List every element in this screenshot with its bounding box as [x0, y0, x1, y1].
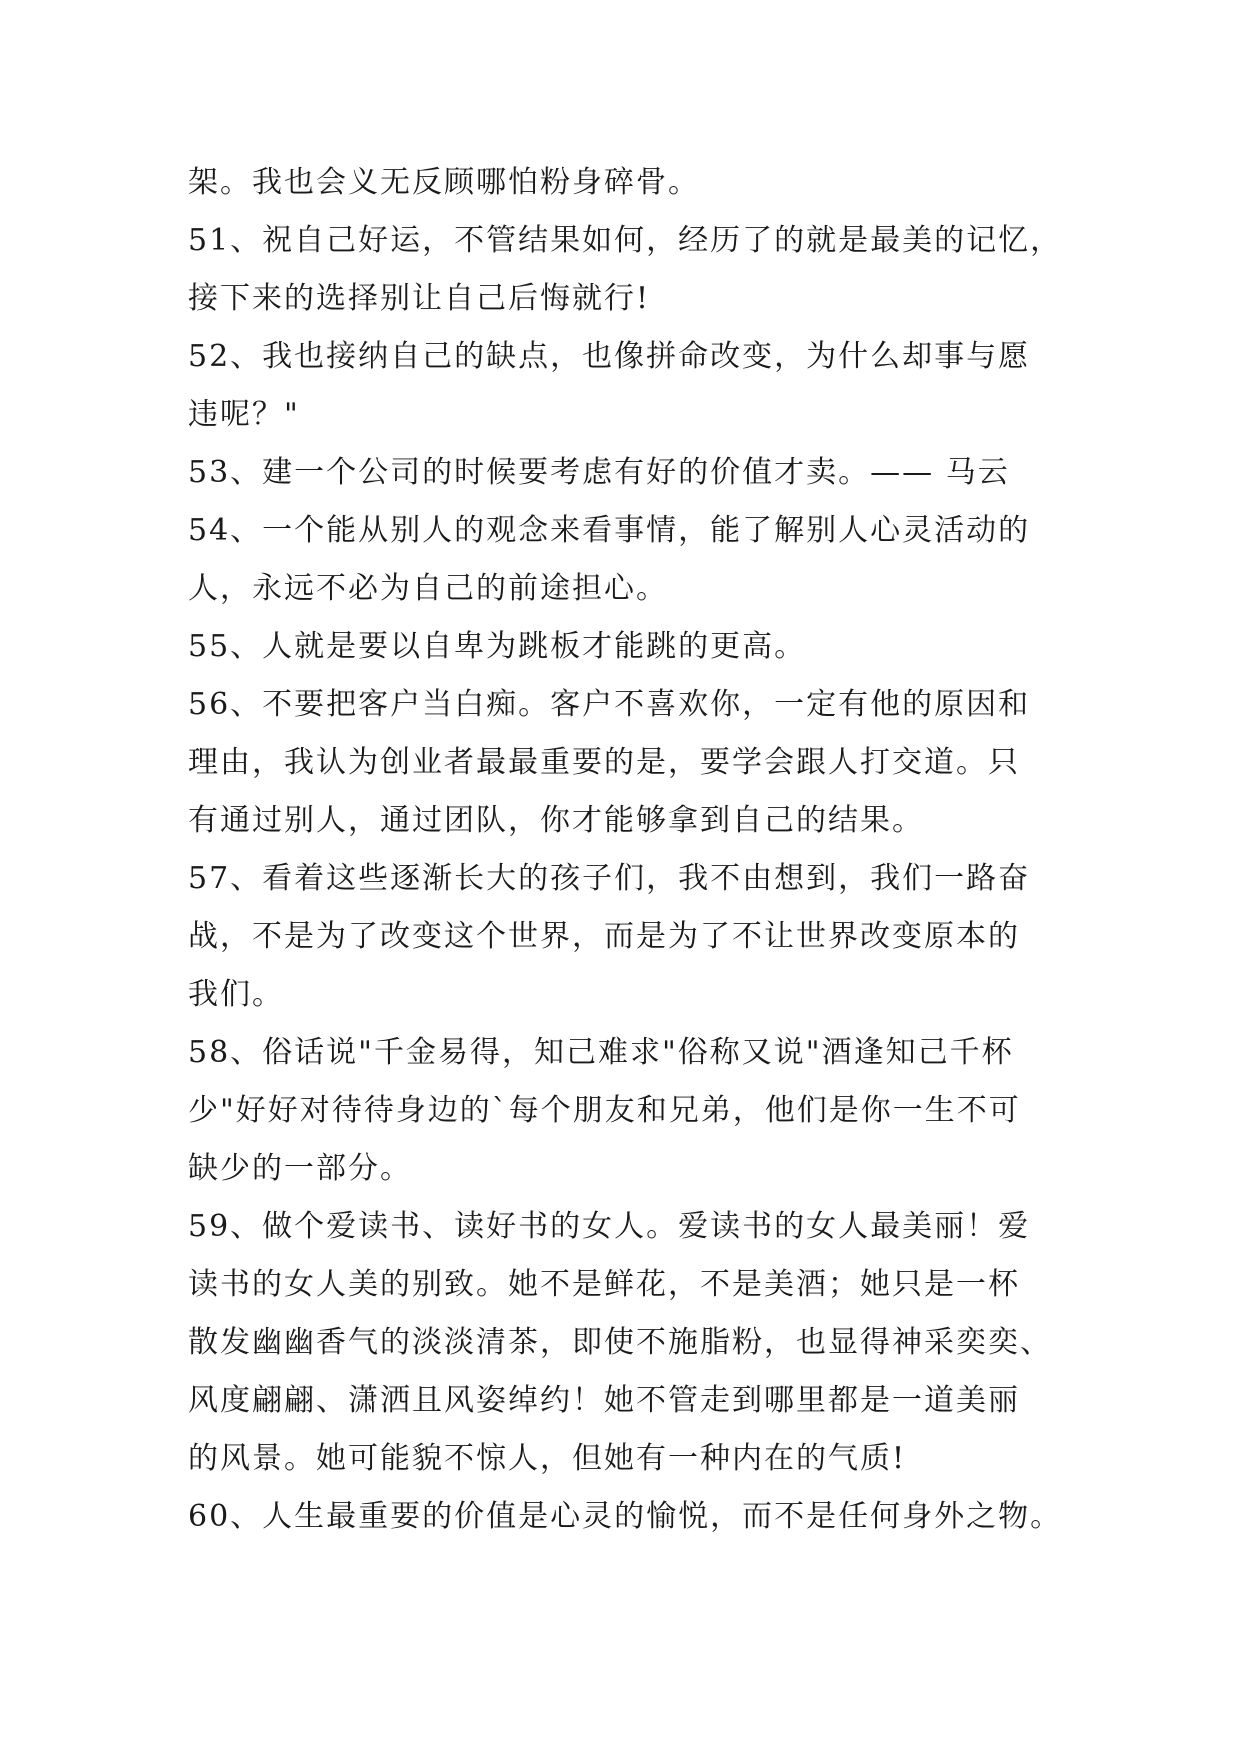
text-line-7: 54、一个能从别人的观念来看事情，能了解别人心灵活动的: [188, 513, 1031, 548]
text-line-3: 接下来的选择别让自己后悔就行!: [188, 281, 651, 316]
text-line-17: 少"好好对待待身边的`每个朋友和兄弟，他们是你一生不可: [188, 1093, 1021, 1128]
text-line-1: 架。我也会义无反顾哪怕粉身碎骨。: [188, 165, 700, 200]
text-line-4: 52、我也接纳自己的缺点，也像拼命改变，为什么却事与愿: [188, 339, 1031, 374]
text-line-18: 缺少的一部分。: [188, 1151, 412, 1186]
text-line-13: 57、看着这些逐渐长大的孩子们，我不由想到，我们一路奋: [188, 861, 1031, 896]
text-line-2: 51、祝自己好运，不管结果如何，经历了的就是最美的记忆，: [188, 223, 1063, 258]
text-line-19: 59、做个爱读书、读好书的女人。爱读书的女人最美丽！爱: [188, 1209, 1031, 1244]
document-body: [188, 154, 1068, 1546]
text-line-14: 战，不是为了改变这个世界，而是为了不让世界改变原本的: [188, 919, 1020, 954]
text-line-24: 60、人生最重要的价值是心灵的愉悦，而不是任何身外之物。: [188, 1499, 1063, 1534]
text-line-9: 55、人就是要以自卑为跳板才能跳的更高。: [188, 629, 807, 664]
text-line-23: 的风景。她可能貌不惊人，但她有一种内在的气质!: [188, 1441, 907, 1476]
text-line-10: 56、不要把客户当白痴。客户不喜欢你，一定有他的原因和: [188, 687, 1031, 722]
text-line-21: 散发幽幽香气的淡淡清茶，即使不施脂粉，也显得神采奕奕、: [188, 1325, 1052, 1360]
text-line-15: 我们。: [188, 977, 284, 1012]
text-line-8: 人，永远不必为自己的前途担心。: [188, 571, 668, 606]
text-line-20: 读书的女人美的别致。她不是鲜花，不是美酒；她只是一杯: [188, 1267, 1020, 1302]
text-line-16: 58、俗话说"千金易得，知己难求"俗称又说"酒逢知己千杯: [188, 1035, 1014, 1070]
text-line-6: 53、建一个公司的时候要考虑有好的价值才卖。—— 马云: [188, 455, 1010, 490]
text-line-12: 有通过别人，通过团队，你才能够拿到自己的结果。: [188, 803, 924, 838]
text-line-5: 违呢？": [188, 397, 300, 432]
text-line-11: 理由，我认为创业者最最重要的是，要学会跟人打交道。只: [188, 745, 1020, 780]
text-line-22: 风度翩翩、潇洒且风姿绰约！她不管走到哪里都是一道美丽: [188, 1383, 1020, 1418]
